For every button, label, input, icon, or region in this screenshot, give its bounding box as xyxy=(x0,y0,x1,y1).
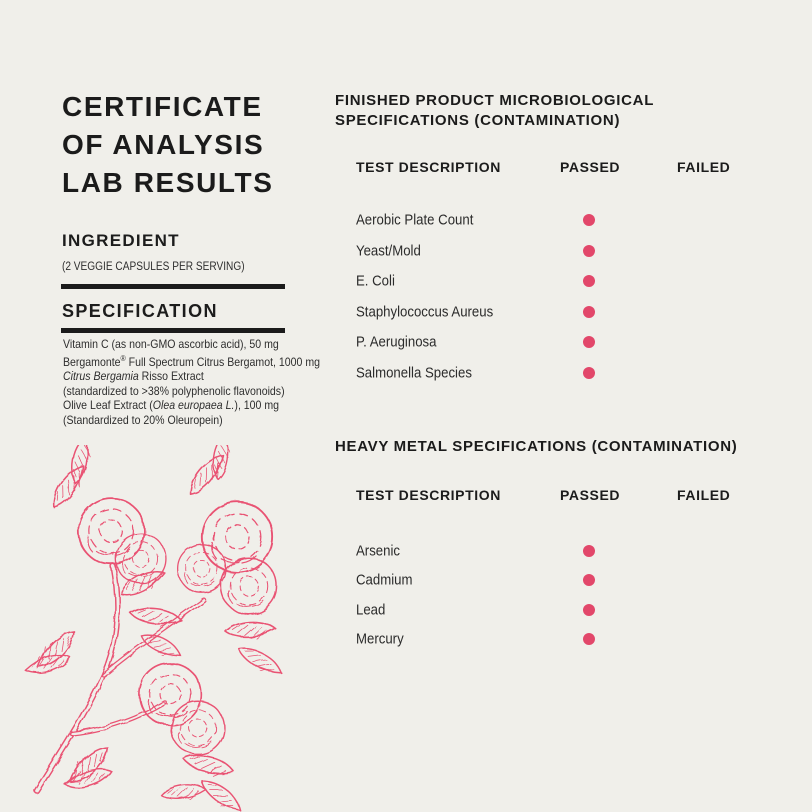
column-header-failed: FAILED xyxy=(677,487,731,503)
test-description-label: E. Coli xyxy=(356,272,395,290)
passed-dot xyxy=(583,275,595,287)
table-row xyxy=(356,297,776,328)
heavy-metal-table-heading: HEAVY METAL SPECIFICATIONS (CONTAMINATION) xyxy=(335,438,738,455)
test-description-label: Mercury xyxy=(356,630,404,648)
table-row xyxy=(356,566,776,596)
table-row xyxy=(356,236,776,267)
passed-dot xyxy=(583,604,595,616)
passed-dot xyxy=(583,336,595,348)
passed-dot xyxy=(583,245,595,257)
test-description-label: Staphylococcus Aureus xyxy=(356,303,494,321)
test-description-label: Aerobic Plate Count xyxy=(356,211,474,229)
table-row xyxy=(356,266,776,297)
test-description-label: Salmonella Species xyxy=(356,364,472,382)
column-header-test-description: TEST DESCRIPTION xyxy=(356,159,501,175)
ingredient-subtext xyxy=(62,261,270,273)
spec-line: Vitamin C (as non-GMO ascorbic acid), 50 mg xyxy=(63,337,279,351)
passed-dot xyxy=(583,574,595,586)
table-row xyxy=(356,536,776,566)
spec-line: (standardized to >38% polyphenolic flavonoids) xyxy=(63,383,285,398)
table-row xyxy=(356,358,776,389)
table-row xyxy=(356,625,776,655)
page-title-line: CERTIFICATE xyxy=(62,91,263,122)
test-description-label: Yeast/Mold xyxy=(356,242,421,260)
table-row xyxy=(356,327,776,358)
specification-heading: SPECIFICATION xyxy=(62,301,218,321)
test-description-label: P. Aeruginosa xyxy=(356,333,437,351)
spec-line: Olive Leaf Extract (Olea europaea L.), 100 mg xyxy=(63,398,280,412)
microbiological-table-heading: FINISHED PRODUCT MICROBIOLOGICAL SPECIFICATIONS (CONTAMINATION) xyxy=(335,92,654,129)
test-description-label: Cadmium xyxy=(356,571,413,589)
column-header-passed: PASSED xyxy=(560,487,621,503)
divider-rule xyxy=(61,284,285,289)
spec-line: Citrus Bergamia Risso Extract xyxy=(63,369,204,383)
passed-dot xyxy=(583,545,595,557)
test-description-label: Lead xyxy=(356,601,386,619)
spec-line: Bergamonte® Full Spectrum Citrus Bergamot, 1000 mg xyxy=(63,353,321,369)
passed-dot xyxy=(583,633,595,645)
column-header-test-description: TEST DESCRIPTION xyxy=(356,487,501,503)
page-title xyxy=(62,88,274,202)
heavy-metal-table-header xyxy=(356,487,776,503)
column-header-passed: PASSED xyxy=(560,159,621,175)
ingredient-heading: INGREDIENT xyxy=(62,231,180,250)
heavy-metal-table-rows xyxy=(356,536,776,654)
ingredient-subtext-label: (2 VEGGIE CAPSULES PER SERVING) xyxy=(62,261,245,273)
passed-dot xyxy=(583,306,595,318)
page-title-line: OF ANALYSIS xyxy=(62,129,265,160)
column-header-failed: FAILED xyxy=(677,159,731,175)
microbiological-table-rows xyxy=(356,205,776,388)
test-description-label: Arsenic xyxy=(356,542,401,560)
passed-dot xyxy=(583,214,595,226)
divider-rule xyxy=(61,328,285,333)
specification-text xyxy=(63,337,355,427)
microbiological-table-header xyxy=(356,159,776,175)
spec-line: (Standardized to 20% Oleuropein) xyxy=(63,412,223,427)
table-row xyxy=(356,595,776,625)
bergamot-branch-illustration xyxy=(15,445,310,812)
table-row xyxy=(356,205,776,236)
page-title-line: LAB RESULTS xyxy=(62,167,274,198)
passed-dot xyxy=(583,367,595,379)
